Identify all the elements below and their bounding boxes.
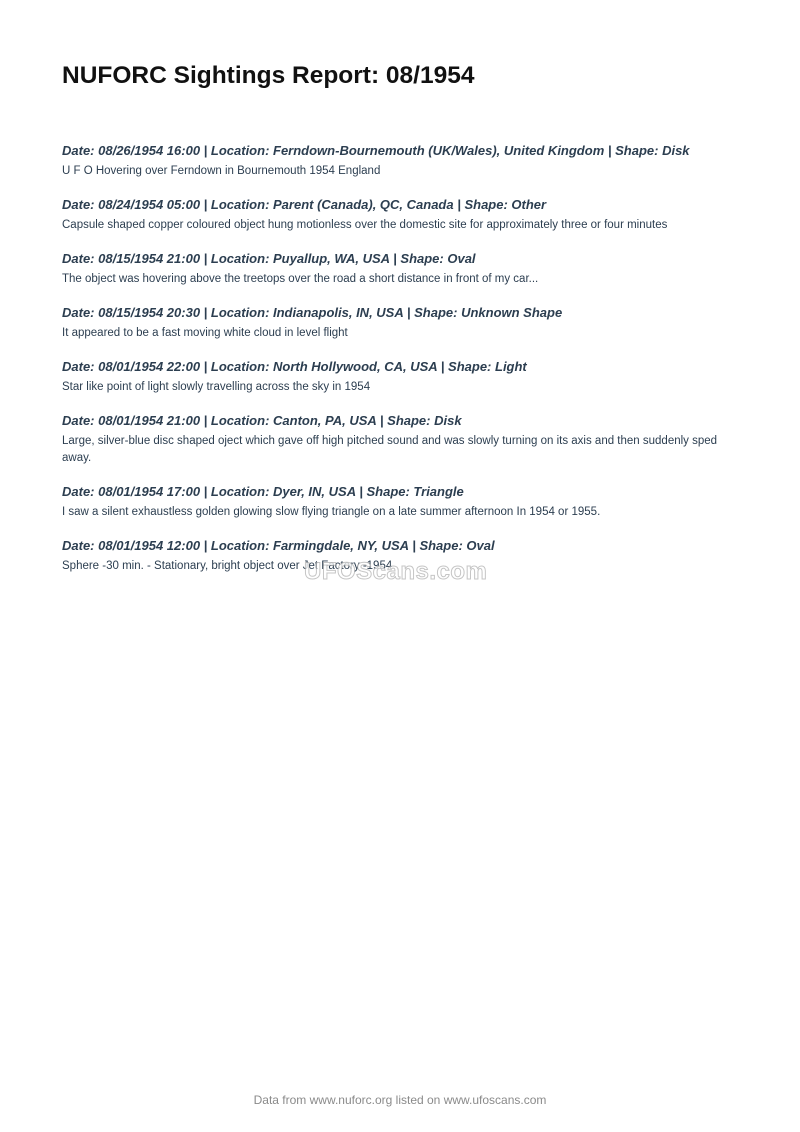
report-item [62,304,742,342]
report-header: Date: 08/15/1954 20:30 | Location: Indianapolis, IN, USA | Shape: Unknown Shape [62,305,563,320]
report-header: Date: 08/01/1954 21:00 | Location: Canton, PA, USA | Shape: Disk [62,413,462,428]
report-header: Date: 08/15/1954 21:00 | Location: Puyallup, WA, USA | Shape: Oval [62,251,476,266]
report-summary: The object was hovering above the treetops over the road a short distance in front of my car... [62,273,539,285]
report-summary: Sphere -30 min. - Stationary, bright object over Jet Factory -1954 [62,560,393,572]
watermark: UFOScans.com [304,558,488,585]
report-item [62,412,742,467]
report-header: Date: 08/01/1954 12:00 | Location: Farmingdale, NY, USA | Shape: Oval [62,538,495,553]
footer-source-note: Data from www.nuforc.org listed on www.ufoscans.com [253,1093,547,1107]
page-title: NUFORC Sightings Report: 08/1954 [62,62,475,89]
report-item [62,196,742,234]
report-summary: It appeared to be a fast moving white cloud in level flight [62,327,348,339]
report-header: Date: 08/26/1954 16:00 | Location: Ferndown-Bournemouth (UK/Wales), United Kingdom | Shape: Disk [62,143,690,158]
report-summary: Large, silver-blue disc shaped oject which gave off high pitched sound and was slowly turning on its axis and then suddenly sped away. [62,435,718,464]
report-summary: I saw a silent exhaustless golden glowing slow flying triangle on a late summer afternoon In 1954 or 1955. [62,506,601,518]
report-list [62,142,742,591]
report-item [62,358,742,396]
report-item [62,250,742,288]
report-summary: U F O Hovering over Ferndown in Bournemouth 1954 England [62,165,381,177]
report-header: Date: 08/01/1954 17:00 | Location: Dyer, IN, USA | Shape: Triangle [62,484,464,499]
report-header: Date: 08/24/1954 05:00 | Location: Parent (Canada), QC, Canada | Shape: Other [62,197,547,212]
report-summary: Star like point of light slowly travelling across the sky in 1954 [62,381,371,393]
report-header: Date: 08/01/1954 22:00 | Location: North Hollywood, CA, USA | Shape: Light [62,359,527,374]
report-summary: Capsule shaped copper coloured object hung motionless over the domestic site for approximately three or four minutes [62,219,668,231]
report-item [62,483,742,521]
report-item [62,142,742,180]
